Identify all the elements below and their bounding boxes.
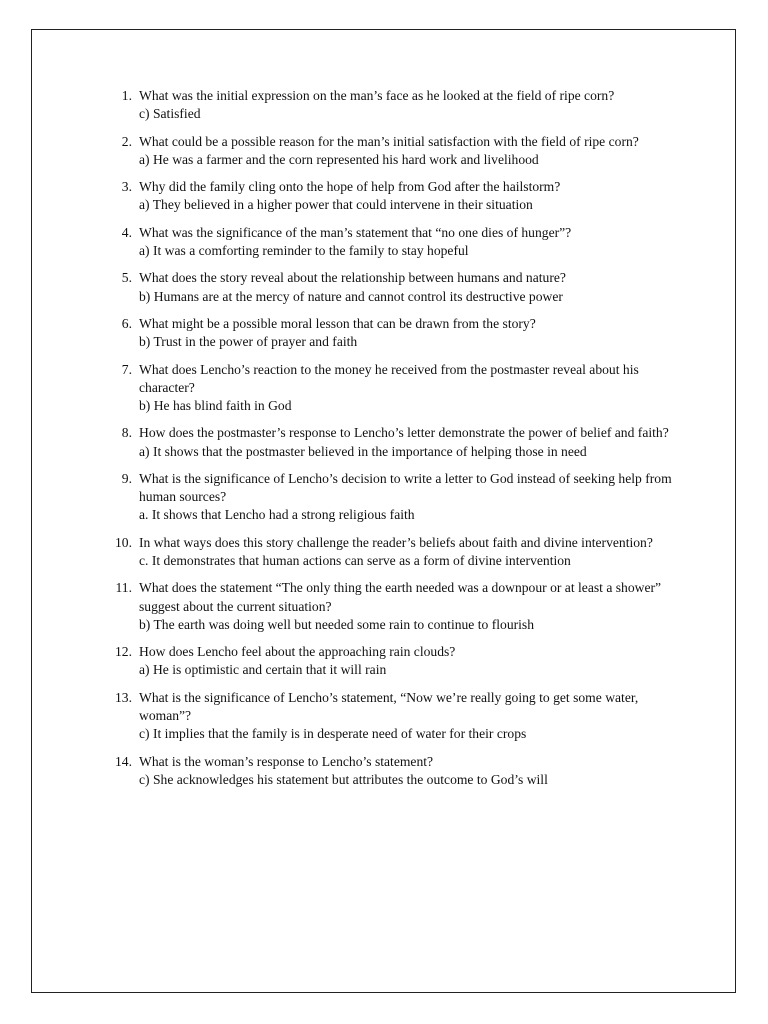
question-item-5 xyxy=(106,269,676,305)
answer-text: c) It implies that the family is in desperate need of water for their crops xyxy=(139,726,527,742)
question-number: 6. xyxy=(121,315,132,331)
question-text: What does the story reveal about the relationship between humans and nature? xyxy=(139,270,566,286)
question-number: 12. xyxy=(115,644,132,660)
question-body xyxy=(139,753,676,789)
question-list xyxy=(106,87,676,798)
question-number: 11. xyxy=(115,580,132,596)
question-text: What was the significance of the man’s statement that “no one dies of hunger”? xyxy=(139,224,572,240)
question-text: How does the postmaster’s response to Lencho’s letter demonstrate the power of belief and faith? xyxy=(139,425,669,441)
answer-text: a. It shows that Lencho had a strong religious faith xyxy=(139,507,415,523)
answer-text: c) She acknowledges his statement but attributes the outcome to God’s will xyxy=(139,771,548,787)
question-text: What might be a possible moral lesson that can be drawn from the story? xyxy=(139,315,536,331)
answer-text: a) It was a comforting reminder to the family to stay hopeful xyxy=(139,242,469,258)
answer-text: a) They believed in a higher power that could intervene in their situation xyxy=(139,197,533,213)
question-text: What does Lencho’s reaction to the money he received from the postmaster reveal about his character? xyxy=(139,361,639,395)
question-text: What could be a possible reason for the man’s initial satisfaction with the field of ripe corn? xyxy=(139,133,639,149)
question-number: 4. xyxy=(121,224,132,240)
answer-text: b) Humans are at the mercy of nature and cannot control its destructive power xyxy=(139,288,563,304)
question-text: What is the significance of Lencho’s decision to write a letter to God instead of seeking help from human sources? xyxy=(139,470,672,505)
question-text: Why did the family cling onto the hope of help from God after the hailstorm? xyxy=(139,179,561,195)
question-body xyxy=(139,470,676,525)
question-body xyxy=(139,579,676,634)
question-number: 8. xyxy=(121,425,132,441)
question-body xyxy=(139,689,676,744)
question-item-4 xyxy=(106,224,676,260)
question-item-2 xyxy=(106,133,676,169)
question-text: What does the statement “The only thing the earth needed was a downpour or at least a shower” suggest about the current situation? xyxy=(139,580,662,614)
answer-text: a) He was a farmer and the corn represented his hard work and livelihood xyxy=(139,151,539,167)
question-number: 13. xyxy=(115,689,132,705)
question-item-14 xyxy=(106,753,676,789)
question-item-8 xyxy=(106,424,676,460)
question-item-9 xyxy=(106,470,676,525)
question-body xyxy=(139,361,676,416)
question-body xyxy=(139,224,676,260)
question-number: 5. xyxy=(121,270,132,286)
question-number: 3. xyxy=(121,179,132,195)
question-number: 10. xyxy=(115,534,132,550)
question-body xyxy=(139,315,676,351)
question-item-7 xyxy=(106,361,676,416)
question-text: How does Lencho feel about the approaching rain clouds? xyxy=(139,644,456,660)
question-item-12 xyxy=(106,643,676,679)
question-number: 7. xyxy=(121,361,132,377)
answer-text: c. It demonstrates that human actions can serve as a form of divine intervention xyxy=(139,552,571,568)
question-item-1 xyxy=(106,87,676,123)
question-body xyxy=(139,424,676,460)
question-text: What was the initial expression on the man’s face as he looked at the field of ripe corn? xyxy=(139,88,615,103)
answer-text: b) The earth was doing well but needed some rain to continue to flourish xyxy=(139,616,535,632)
question-text: What is the significance of Lencho’s statement, “Now we’re really going to get some water, woman”? xyxy=(139,689,639,723)
answer-text: a) He is optimistic and certain that it will rain xyxy=(139,662,387,678)
answer-text: b) He has blind faith in God xyxy=(139,397,292,413)
question-number: 9. xyxy=(121,470,132,486)
question-text: In what ways does this story challenge the reader’s beliefs about faith and divine intervention? xyxy=(139,534,653,550)
question-number: 2. xyxy=(121,133,132,149)
question-number: 14. xyxy=(115,753,132,769)
question-body xyxy=(139,178,676,214)
question-item-11 xyxy=(106,579,676,634)
question-number: 1. xyxy=(121,88,132,103)
question-text: What is the woman’s response to Lencho’s statement? xyxy=(139,753,434,769)
question-body xyxy=(139,643,676,679)
question-item-6 xyxy=(106,315,676,351)
question-body xyxy=(139,87,676,123)
question-body xyxy=(139,269,676,305)
question-body xyxy=(139,534,676,570)
question-item-3 xyxy=(106,178,676,214)
question-item-13 xyxy=(106,689,676,744)
answer-text: a) It shows that the postmaster believed in the importance of helping those in need xyxy=(139,443,587,459)
question-item-10 xyxy=(106,534,676,570)
answer-text: b) Trust in the power of prayer and faith xyxy=(139,334,358,350)
question-body xyxy=(139,133,676,169)
answer-text: c) Satisfied xyxy=(139,106,201,122)
